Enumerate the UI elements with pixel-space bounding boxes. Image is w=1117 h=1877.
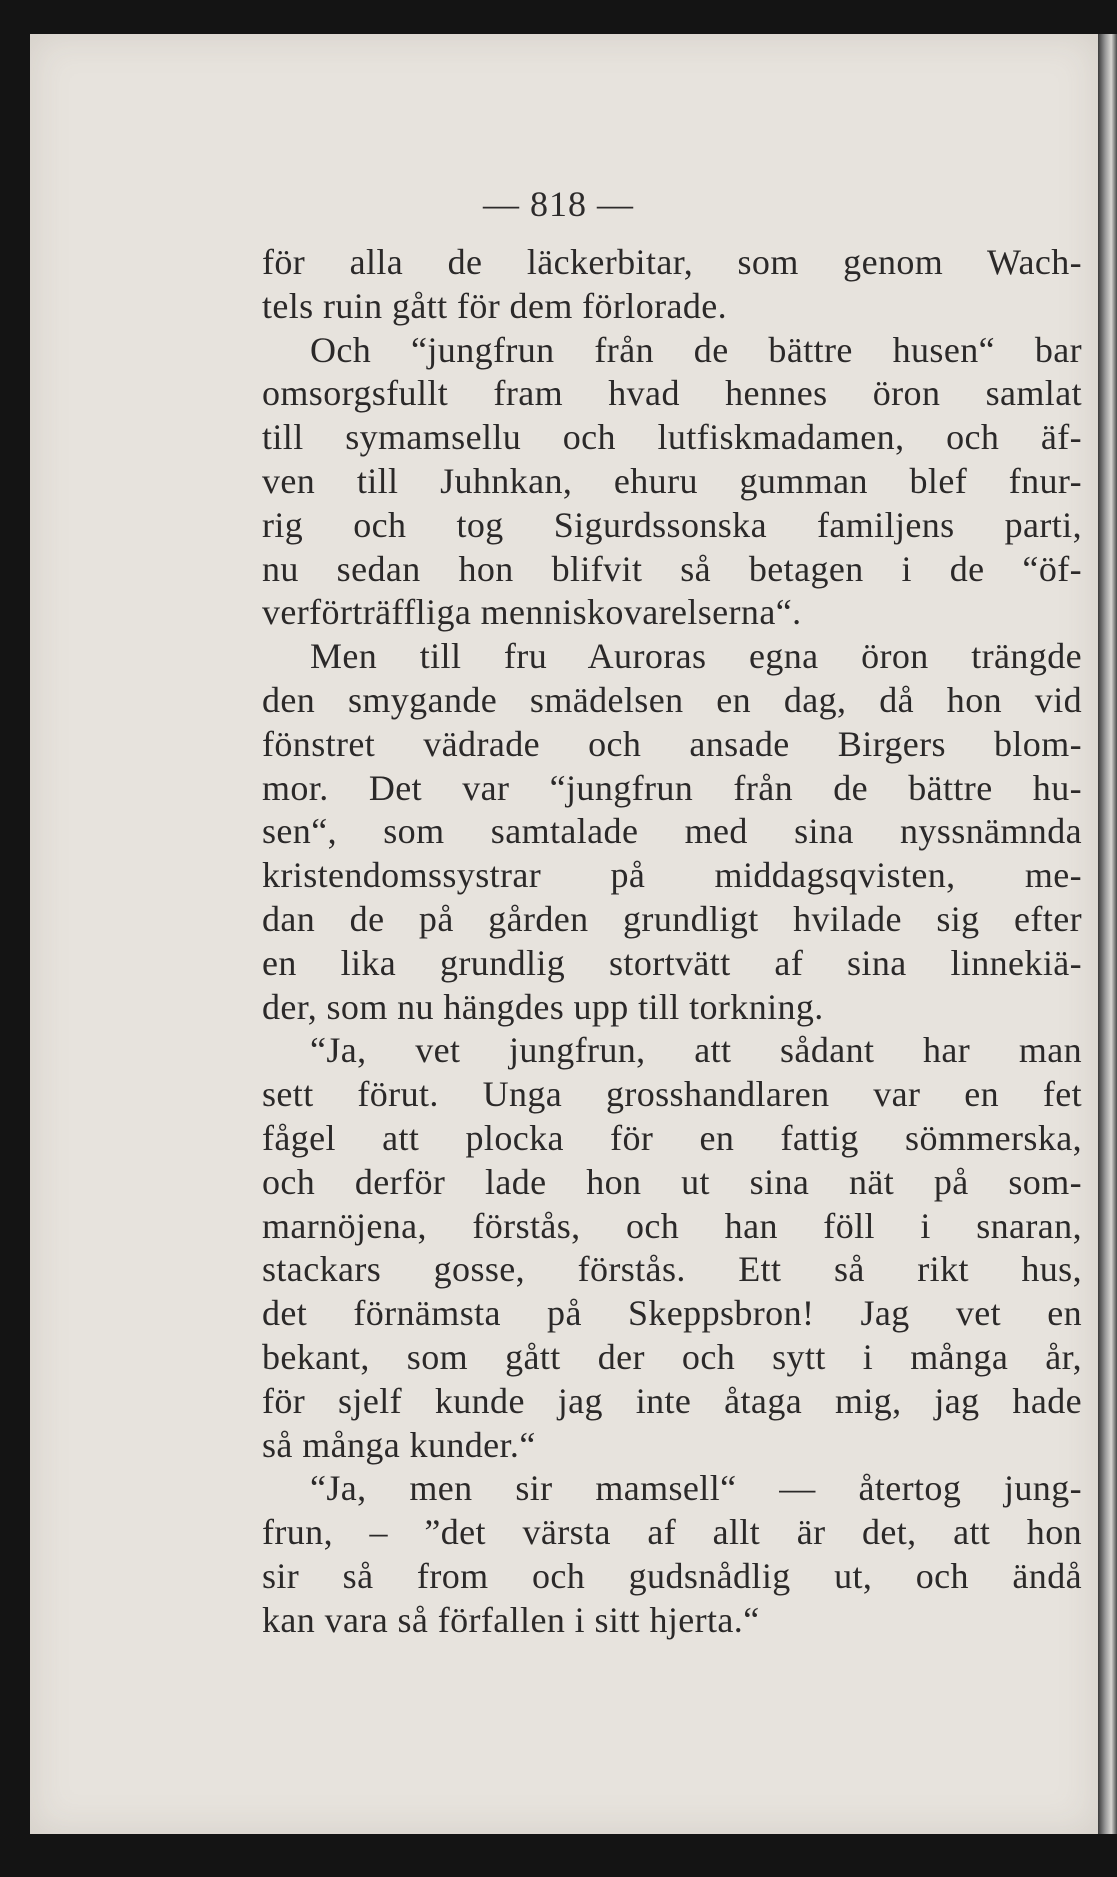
text-line: tels ruin gått för dem förlorade. — [262, 285, 728, 326]
text-line: sir så from och gudsnådlig ut, och ändå — [262, 1555, 1082, 1596]
text-line: fönstret vädrade och ansade Birgers blom- — [262, 723, 1082, 764]
text-line: fågel att plocka för en fattig sömmerska, — [262, 1117, 1082, 1158]
text-line: det förnämsta på Skeppsbron! Jag vet en — [262, 1293, 1082, 1334]
text-line: och derför lade hon ut sina nät på som- — [262, 1161, 1082, 1202]
text-line: till symamsellu och lutfiskmadamen, och äf- — [262, 417, 1082, 458]
text-line: verförträffliga menniskovarelserna“. — [262, 592, 802, 633]
text-line: sen“, som samtalade med sina nyssnämnda — [262, 811, 1082, 852]
text-line: “Ja, men sir mamsell“ — återtog jung- — [310, 1468, 1082, 1509]
text-line: en lika grundlig stortvätt af sina linnekiä- — [262, 942, 1082, 983]
text-line: Men till fru Auroras egna öron trängde — [310, 636, 1082, 677]
text-line: bekant, som gått der och sytt i många år, — [262, 1336, 1082, 1377]
text-line: för sjelf kunde jag inte åtaga mig, jag hade — [262, 1380, 1082, 1421]
page-number: — 818 — — [483, 184, 634, 224]
text-line: för alla de läckerbitar, som genom Wach- — [262, 242, 1082, 282]
body-text — [262, 241, 1082, 1643]
text-line: omsorgsfullt fram hvad hennes öron samlat — [262, 373, 1082, 414]
text-line: mor. Det var “jungfrun från de bättre hu- — [262, 767, 1082, 808]
text-line: der, som nu hängdes upp till torkning. — [262, 986, 824, 1027]
page-edge — [1098, 34, 1117, 1834]
text-line: så många kunder.“ — [262, 1424, 536, 1465]
text-line: nu sedan hon blifvit så betagen i de “öf- — [262, 548, 1082, 589]
text-line: stackars gosse, förstås. Ett så rikt hus, — [262, 1249, 1082, 1290]
text-line: “Ja, vet jungfrun, att sådant har man — [310, 1030, 1082, 1071]
text-line: rig och tog Sigurdssonska familjens parti, — [262, 504, 1082, 545]
text-line: marnöjena, förstås, och han föll i snaran, — [262, 1205, 1082, 1246]
text-line: frun, – ”det värsta af allt är det, att hon — [262, 1512, 1082, 1553]
text-line: kan vara så förfallen i sitt hjerta.“ — [262, 1599, 760, 1640]
text-line: Och “jungfrun från de bättre husen“ bar — [310, 329, 1082, 370]
text-line: dan de på gården grundligt hvilade sig efter — [262, 898, 1082, 939]
text-line: sett förut. Unga grosshandlaren var en fet — [262, 1074, 1082, 1115]
text-line: kristendomssystrar på middagsqvisten, me- — [262, 855, 1082, 896]
text-line: ven till Juhnkan, ehuru gumman blef fnur- — [262, 460, 1082, 501]
text-line: den smygande smädelsen en dag, då hon vid — [262, 679, 1082, 720]
